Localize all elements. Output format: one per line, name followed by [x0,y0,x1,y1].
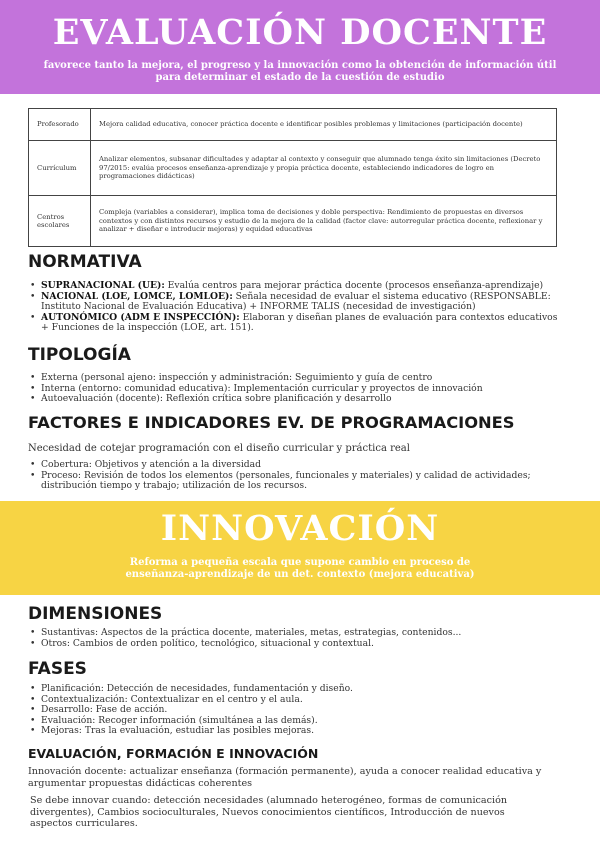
list-item: • Sustantivas: Aspectos de la práctica docente, materiales, metas, estrategias, contenidos... [30,628,565,639]
table-row [29,196,557,247]
fases-list [30,684,565,737]
dimensiones-list [30,628,565,649]
list-item: • Autoevaluación (docente): Reflexión crítica sobre planificación y desarrollo [30,394,565,405]
table-value: Mejora calidad educativa, conocer práctica docente e identificar posibles problemas y limitaciones (participación docente) [91,109,557,141]
efi-paragraph-2: Se debe innovar cuando: detección necesidades (alumnado heterogéneo, formas de comunicación divergentes), Cambios socioculturales, Nuevos conocimientos científicos, Introducción de nuevos aspectos curriculares. [30,795,508,829]
tipologia-list [30,373,565,405]
factores-list [30,460,565,492]
innovacion-title: INNOVACIÓN [160,508,440,549]
list-item: • Planificación: Detección de necesidades, fundamentación y diseño. [30,684,565,695]
list-item: • Proceso: Revisión de todos los elementos (personales, funcionales y materiales) y calidad de actividades; distribución tiempo y trabajo; utilización de los recursos. [30,471,565,492]
factores-heading: FACTORES E INDICADORES EV. DE PROGRAMACIONES [28,413,515,432]
factores-intro: Necesidad de cotejar programación con el diseño curricular y práctica real [28,443,410,454]
evaluacion-title: EVALUACIÓN DOCENTE [52,12,548,53]
list-item: • Interna (entorno: comunidad educativa): Implementación curricular y proyectos de innovación [30,384,565,395]
efi-heading: EVALUACIÓN, FORMACIÓN E INNOVACIÓN [28,746,319,761]
list-item: • Externa (personal ajeno: inspección y administración: Seguimiento y guía de centro [30,373,565,384]
list-item: • Desarrollo: Fase de acción. [30,705,565,716]
list-item: • AUTONÓMICO (ADM E INSPECCIÓN): Elaboran y diseñan planes de evaluación para contextos educativos + Funciones de la inspección (LOE, art. 151). [30,313,565,334]
list-item: • Otros: Cambios de orden político, tecnológico, situacional y contextual. [30,639,565,650]
table-value: Analizar elementos, subsanar dificultades y adaptar al contexto y conseguir que alumnado tenga éxito sin limitaciones (Decreto 97/2015: evalúa procesos enseñanza-aprendizaje y propia práctica docente, estableciendo indicadores de logro en programaciones didácticas) [91,141,557,196]
list-item: • Mejoras: Tras la evaluación, estudiar las posibles mejoras. [30,726,565,737]
table-value: Compleja (variables a considerar), implica toma de decisiones y doble perspectiva: Rendimiento de propuestas en diversos contextos y con distintos recursos y estudio de la mejora de la calidad (factor clave: autorregular práctica docente, reflexionar y analizar + diseñar e introducir mejoras) y equidad educativas [91,196,557,247]
normativa-list [30,281,565,334]
normativa-heading: NORMATIVA [28,252,142,272]
list-item: • SUPRANACIONAL (UE): Evalúa centros para mejorar práctica docente (procesos enseñanza-aprendizaje) [30,281,565,292]
table-key: Currículum [29,141,91,196]
dimensiones-heading: DIMENSIONES [28,604,163,624]
contexts-table [28,108,557,247]
innovacion-subtitle: Reforma a pequeña escala que supone cambio en proceso de enseñanza-aprendizaje de un det. contexto (mejora educativa) [125,557,475,580]
fases-heading: FASES [28,659,87,679]
table-row [29,141,557,196]
list-item: • Evaluación: Recoger información (simultánea a las demás). [30,716,565,727]
list-item: • Contextualización: Contextualizar en el centro y el aula. [30,695,565,706]
tipologia-heading: TIPOLOGÍA [28,345,131,365]
table-key: Profesorado [29,109,91,141]
table-row [29,109,557,141]
list-item: • NACIONAL (LOE, LOMCE, LOMLOE): Señala necesidad de evaluar el sistema educativo (RESPONSABLE: Instituto Nacional de Evaluación Educativa) + INFORME TALIS (necesidad de investigación) [30,292,565,313]
efi-paragraph-1: Innovación docente: actualizar enseñanza (formación permanente), ayuda a conocer realidad educativa y argumentar propuestas didácticas coherentes [28,766,542,789]
evaluacion-subtitle: favorece tanto la mejora, el progreso y la innovación como la obtención de información útil para determinar el estado de la cuestión de estudio [43,60,557,83]
table-key: Centros escolares [29,196,91,247]
list-item: • Cobertura: Objetivos y atención a la diversidad [30,460,565,471]
